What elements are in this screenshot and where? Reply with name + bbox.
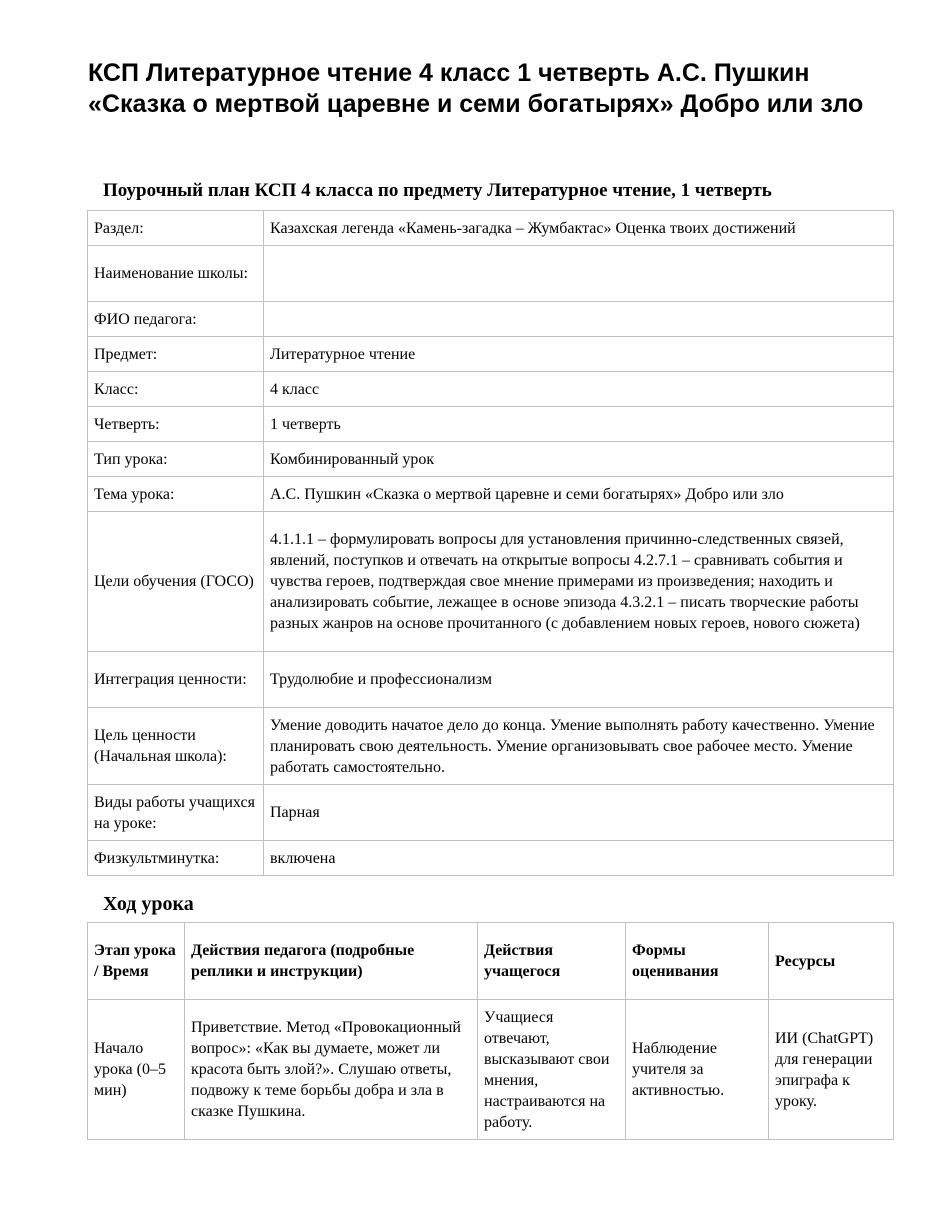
table-row [88,302,894,337]
row-label: ФИО педагога: [88,302,264,337]
table-cell: Приветствие. Метод «Провокационный вопрос»: «Как вы думаете, может ли красота быть злой?». Слушаю ответы, подвожу к теме борьбы добра и зла в сказке Пушкина. [185,1000,478,1140]
table-row [88,477,894,512]
table-cell: Начало урока (0–5 мин) [88,1000,185,1140]
row-value: Казахская легенда «Камень-загадка – Жумбактас» Оценка твоих достижений [264,211,894,246]
row-label: Предмет: [88,337,264,372]
table-row [88,652,894,708]
table-row [88,337,894,372]
row-label: Тема урока: [88,477,264,512]
table-row [88,708,894,785]
column-header: Формы оценивания [626,923,769,1000]
row-label: Раздел: [88,211,264,246]
table-cell: ИИ (ChatGPT) для генерации эпиграфа к уроку. [769,1000,894,1140]
row-label: Цель ценности (Начальная школа): [88,708,264,785]
column-header: Действия педагога (подробные реплики и инструкции) [185,923,478,1000]
row-label: Цели обучения (ГОСО) [88,512,264,652]
section-heading: Ход урока [103,893,194,915]
row-label: Наименование школы: [88,246,264,302]
table-cell: Учащиеся отвечают, высказывают свои мнения, настраиваются на работу. [478,1000,626,1140]
lesson-info-table [87,210,894,876]
row-value: Литературное чтение [264,337,894,372]
lesson-flow-table [87,922,894,1140]
row-value: 1 четверть [264,407,894,442]
plan-subtitle: Поурочный план КСП 4 класса по предмету Литературное чтение, 1 четверть [103,180,772,201]
row-value: включена [264,841,894,876]
table-row [88,407,894,442]
table-row [88,1000,894,1140]
row-value: 4 класс [264,372,894,407]
table-row [88,211,894,246]
row-label: Четверть: [88,407,264,442]
table-header-row [88,923,894,1000]
row-value: Трудолюбие и профессионализм [264,652,894,708]
table-row [88,512,894,652]
table-row [88,442,894,477]
column-header: Ресурсы [769,923,894,1000]
row-label: Физкультминутка: [88,841,264,876]
table-row [88,246,894,302]
row-value: Комбинированный урок [264,442,894,477]
table-row [88,785,894,841]
row-value: Парная [264,785,894,841]
row-value [264,302,894,337]
row-label: Класс: [88,372,264,407]
table-row [88,841,894,876]
row-label: Тип урока: [88,442,264,477]
row-value: Умение доводить начатое дело до конца. Умение выполнять работу качественно. Умение планировать свою деятельность. Умение организовывать свое рабочее место. Умение работать самостоятельно. [264,708,894,785]
column-header: Действия учащегося [478,923,626,1000]
column-header: Этап урока / Время [88,923,185,1000]
row-value: 4.1.1.1 – формулировать вопросы для установления причинно-следственных связей, явлений, поступков и отвечать на открытые вопросы 4.2.7.1 – сравнивать события и чувства героев, подтверждая свое мнение примерами из произведения; находить и анализировать событие, лежащее в основе эпизода 4.3.2.1 – писать творческие работы разных жанров на основе прочитанного (с добавлением новых героев, нового сюжета) [264,512,894,652]
row-value [264,246,894,302]
row-label: Виды работы учащихся на уроке: [88,785,264,841]
table-cell: Наблюдение учителя за активностью. [626,1000,769,1140]
table-row [88,372,894,407]
page-title: КСП Литературное чтение 4 класс 1 четверть А.С. Пушкин «Сказка о мертвой царевне и семи богатырях» Добро или зло [88,59,864,118]
row-label: Интеграция ценности: [88,652,264,708]
row-value: А.С. Пушкин «Сказка о мертвой царевне и семи богатырях» Добро или зло [264,477,894,512]
